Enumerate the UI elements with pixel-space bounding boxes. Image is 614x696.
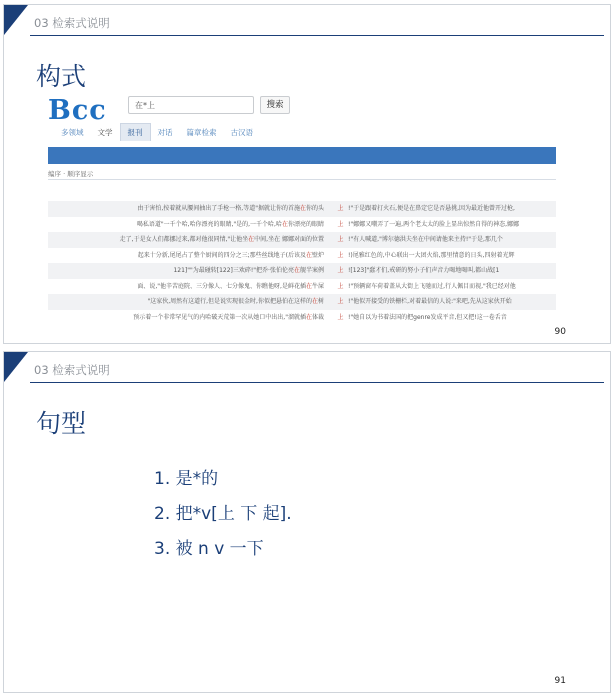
tab-dialogue[interactable]: 对话 — [157, 128, 173, 137]
header-title: 03 检索式说明 — [34, 363, 110, 377]
result-row: 喝私语道"一千个哈,哈你漂亮的眼睛,"是的,一千个哈,哈在你漂亮的眼睛 上 !"娜娜又嘲弄了一遍,两个老太太的脸上显出惊然自得的神态,娜娜 — [136, 220, 519, 228]
result-row: 121]""为最碰转[122]三欢碎!"把乔·张伯伦亮在舰半案例 上 ![123]"蠢才们,戒研的努小子们声音力喝地喝叫,都山战[1 — [48, 263, 556, 279]
header-corner-triangle — [4, 352, 28, 382]
result-row: 走了,于是女人们都挪过来,都对他很同情,"让他坐在中间,坐在 娜娜对面的位置 上 !"有人喊道,"博尔德洪夫坐在中间请他来主持!"于是,那几个 — [48, 232, 556, 248]
tab-discourse-search[interactable]: 篇章检索 — [186, 128, 217, 137]
tab-literature[interactable]: 文学 — [97, 128, 113, 137]
slide-90 — [3, 4, 611, 344]
bcc-screenshot — [44, 91, 556, 339]
result-row: 起来十分新,尾尾占了整个厨间的四分之三;那些丝线地子(后该及在壁炉 上 !)尾雅红色的,中心联出一大团火焰,那里情意的日头,四射着光辉 — [137, 251, 515, 259]
tab-classical-chinese[interactable]: 古汉语 — [230, 128, 253, 137]
result-row: 预示着一个非常罕见气的内哈破天荒第一次从她口中出出,"溜就插在体裁 上 !"她自以为书着法国的把genre发成平音,但又把!这一卷舌音 — [133, 313, 507, 321]
search-input[interactable]: 在*上 — [128, 96, 254, 114]
bcc-logo: Bcc — [48, 95, 107, 126]
page-number: 90 — [554, 327, 566, 337]
result-row: "这家伙,周然有这道行,但是说实现很金时,你似把悬伯在这样的在树 上 !"他似开接受的铁栅栏,对着最信的人说:"来吧,先从这家伙开始 — [48, 294, 556, 310]
slide-91 — [3, 351, 611, 693]
options-divider — [48, 179, 556, 180]
list-item: 3. 被 n v 一下 — [154, 539, 264, 559]
sort-options[interactable]: 编序 · 顺序显示 — [48, 170, 94, 178]
slide-heading: 句型 — [36, 409, 87, 438]
header-divider — [30, 382, 604, 383]
slide-heading: 构式 — [36, 62, 87, 91]
header-title: 03 检索式说明 — [34, 16, 110, 30]
corpus-tabs — [44, 123, 556, 141]
results-toolbar — [48, 147, 556, 164]
header-divider — [30, 35, 604, 36]
tab-multi-domain[interactable]: 多领域 — [61, 128, 84, 137]
concordance-results — [48, 201, 556, 325]
tab-newspaper[interactable]: 报刊 — [120, 123, 151, 141]
header-corner-triangle — [4, 5, 28, 35]
list-item: 2. 把*v[上 下 起]. — [154, 504, 292, 524]
search-button[interactable]: 搜索 — [260, 96, 290, 114]
list-item: 1. 是*的 — [154, 469, 219, 489]
result-row: 面、说,"他辛苦庭院、三分像人、七分像鬼、你瞧他呀,是鲜花插在牛屎 上 !"预辆窗车荷着盖从大街上飞驰而过,行人佩目而视,"我已经对他 — [137, 282, 516, 290]
pattern-list — [154, 462, 292, 567]
page-number: 91 — [554, 676, 566, 686]
result-row: 由于害怕,按着就从腰间抽出了手枪一格,等道"据就让你的首施在你的头 上 !"于是跟着打火石,便是在鼻定它是否悬挑,因为最近他曾开过枪, — [48, 201, 556, 217]
